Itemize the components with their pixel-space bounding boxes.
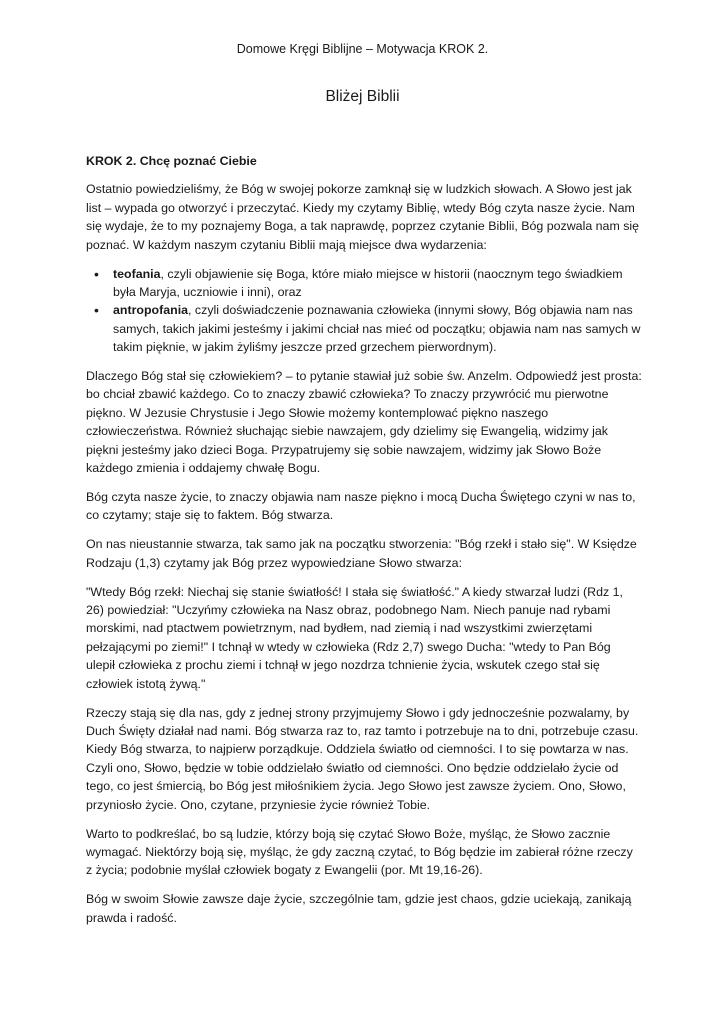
document-title: Bliżej Biblii (325, 88, 400, 105)
bullet-icon: • (94, 265, 99, 282)
running-header: Domowe Kręgi Biblijne – Motywacja KROK 2. (236, 42, 489, 56)
body-paragraph: Dlaczego Bóg stał się człowiekiem? – to pytanie stawiał już sobie św. Anzelm. Odpowiedź jest prosta: bo chciał zbawić każdego. Co to znaczy zbawić człowieka? To znaczy przywrócić mu pierwotne piękno. W Jezusie Chrystusie i Jego Słowie możemy kontemplować piękno naszego człowieczeństwa. Również słuchając siebie nawzajem, gdy dzielimy się Ewangelią, widzimy jak piękni jesteśmy jako dzieci Boga. Przypatrujemy się sobie nawzajem, widzimy jak Słowo Boże każdego zmienia i oddajemy chwałę Bogu. (86, 369, 642, 476)
list-item (86, 301, 642, 356)
intro-paragraph: Ostatnio powiedzieliśmy, że Bóg w swojej pokorze zamknął się w ludzkich słowach. A Słowo jest jak list – wypada go otworzyć i przeczytać. Kiedy my czytamy Biblię, wtedy Bóg czyta nasze życie. Nam się wydaje, że to my poznajemy Boga, a tak naprawdę, poprzez czytanie Biblii, Bóg pozwala nam się poznać. W każdym naszym czytaniu Biblii mają miejsce dwa wydarzenia: (86, 182, 640, 252)
body-paragraph: Bóg czyta nasze życie, to znaczy objawia nam nasze piękno i mocą Ducha Świętego czyni w nas to, co czytamy; staje się to faktem. Bóg stwarza. (86, 490, 636, 523)
bullet-term: teofania (113, 266, 161, 281)
bullet-text: , czyli doświadczenie poznawania człowieka (innymi słowy, Bóg objawia nam nas samych, takich jakimi jesteśmy i jakimi chciał nas mieć od początku; objawia nam nas samych w takim pięknie, w jakim żyliśmy jeszcze przed grzechem pierwordnym). (113, 303, 641, 355)
body-paragraph: Rzeczy stają się dla nas, gdy z jednej strony przyjmujemy Słowo i gdy jednocześnie pozwalamy, by Duch Święty działał nad nami. Bóg stwarza raz to, raz tamto i potrzebuje na to dni, potrzebuje czasu. Kiedy Bóg stwarza, to najpierw porządkuje. Oddziela światło od ciemności. I to się powtarza w nas. Czyli ono, Słowo, będzie w tobie oddzielało światło od ciemności. Ono będzie oddzielało życie od tego, co jest śmiercią, bo Bóg jest miłośnikiem życia. Jego Słowo jest zawsze życiem. Ono, Słowo, przyniosło życie. Ono, czytane, przyniesie życie również Tobie. (86, 705, 639, 812)
bullet-icon: • (94, 302, 99, 319)
bullet-text: , czyli objawienie się Boga, które miało miejsce w historii (naocznym tego świadkiem była Maryja, uczniowie i inni), oraz (113, 266, 623, 299)
body-paragraph: On nas nieustannie stwarza, tak samo jak na początku stworzenia: "Bóg rzekł i stało się". W Księdze Rodzaju (1,3) czytamy jak Bóg przez wypowiedziane Słowo stwarza: (86, 537, 637, 570)
document-body (86, 152, 642, 938)
list-item (86, 265, 642, 302)
quote-paragraph: "Wtedy Bóg rzekł: Niechaj się stanie światłość! I stała się światłość." A kiedy stwarzał ludzi (Rdz 1, 26) powiedział: "Uczyńmy człowieka na Nasz obraz, podobnego Nam. Niech panuje nad rybami morskimi, nad ptactwem powietrznym, nad bydłem, nad ziemią i nad wszystkimi zwierzętami pełzającymi po ziemi!" I tchnął w wtedy w człowieka (Rdz 2,7) swego Ducha: "wtedy to Pan Bóg ulepił człowieka z prochu ziemi i tchnął w jego nozdrza tchnienie życia, wskutek czego stał się człowiek istotą żywą." (86, 584, 623, 691)
body-paragraph: Warto to podkreślać, bo są ludzie, którzy boją się czytać Słowo Boże, myśląc, że Słowo zacznie wymagać. Niektórzy boją się, myśląc, że gdy zaczną czytać, to Bóg będzie im zabierał różne rzeczy z życia; podobnie myślał człowiek bogaty z Ewangelii (por. Mt 19,16-26). (86, 826, 633, 878)
bullet-term: antropofania (113, 303, 189, 318)
section-heading: KROK 2. Chcę poznać Ciebie (86, 154, 257, 168)
body-paragraph: Bóg w swoim Słowie zawsze daje życie, szczególnie tam, gdzie jest chaos, gdzie uciekają, zanikają prawda i radość. (86, 892, 632, 925)
bullet-list (86, 265, 642, 357)
